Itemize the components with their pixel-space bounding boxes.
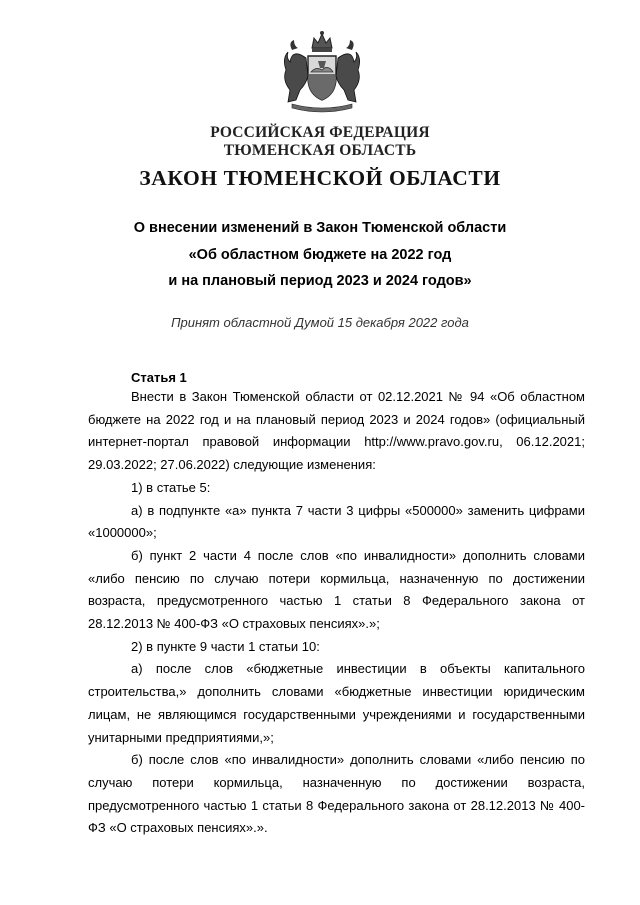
document-type-heading: ЗАКОН ТЮМЕНСКОЙ ОБЛАСТИ (139, 166, 501, 190)
law-title-line-1: О внесении изменений в Закон Тюменской области (133, 220, 507, 236)
adoption-note: Принят областной Думой 15 декабря 2022 года (171, 315, 469, 330)
header-region: ТЮМЕНСКАЯ ОБЛАСТЬ (223, 142, 417, 159)
article-paragraph: Внести в Закон Тюменской области от 02.12.2021 № 94 «Об областном бюджете на 2022 год и на плановый период 2023 и 2024 годов» (официальный интернет-портал правовой информации http://www.pravo.gov.ru, 06.12.2021; 29.03.2022; 27.06.2022) следующие изменения: (88, 389, 585, 473)
coat-of-arms-icon (278, 28, 366, 114)
article-paragraph: 1) в статье 5: (131, 479, 211, 495)
article-paragraph: а) в подпункте «а» пункта 7 части 3 цифры «500000» заменить цифрами «1000000»; (88, 502, 585, 541)
law-title-line-3: и на плановый период 2023 и 2024 годов» (168, 273, 472, 289)
article-paragraph: б) пункт 2 части 4 после слов «по инвалидности» дополнить словами «либо пенсию по случаю потери кормильца, назначенную по достижении возраста, предусмотренного частью 1 статьи 8 Федерального закона от 28.12.2013 № 400-ФЗ «О страховых пенсиях».»; (88, 547, 585, 632)
article-paragraph: б) после слов «по инвалидности» дополнить словами «либо пенсию по случаю потери кормильца, назначенную по достижении возраста, предусмотренного частью 1 статьи 8 Федерального закона от 28.12.2013 № 400-ФЗ «О страховых пенсиях».». (88, 752, 585, 836)
article-paragraph: а) после слов «бюджетные инвестиции в объекты капитального строительства,» дополнить словами «бюджетные инвестиции юридическим лицам, не являющимся государственными учреждениями и государственными унитарными предприятиями,»; (88, 661, 585, 745)
article-paragraph: 2) в пункте 9 части 1 статьи 10: (131, 638, 320, 654)
header-federation: РОССИЙСКАЯ ФЕДЕРАЦИЯ (210, 124, 430, 141)
law-title-line-2: «Об областном бюджете на 2022 год (188, 247, 452, 263)
article-heading: Статья 1 (131, 370, 187, 385)
article-body (88, 386, 585, 840)
